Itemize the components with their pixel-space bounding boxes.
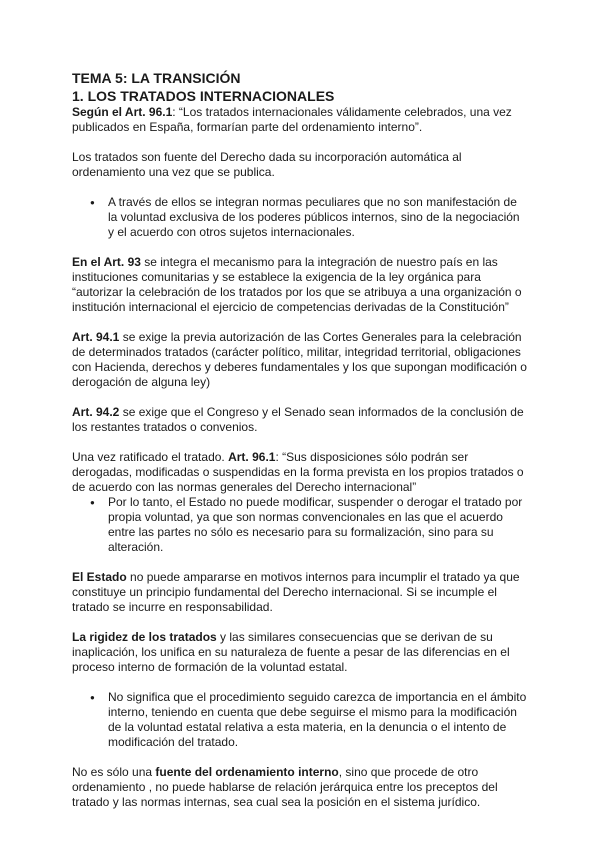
paragraph-text: y las similares consecuencias que se derivan de su inaplicación, los unifica en su naturaleza de fuente a pesar de las diferencias en el proceso interno de formación de la voluntad estatal.	[72, 630, 510, 674]
section-heading: 1. LOS TRATADOS INTERNACIONALES	[72, 88, 335, 104]
paragraph-rigidez	[72, 630, 528, 675]
paragraph-art-96-1	[72, 105, 528, 135]
paragraph-fuente-ordenamiento	[72, 765, 528, 810]
paragraph-el-estado	[72, 570, 528, 615]
document-page	[72, 70, 528, 810]
bullet-list	[72, 690, 528, 750]
paragraph-text: se integra el mecanismo para la integración de nuestro país en las instituciones comunitarias y se establece la exigencia de la ley orgánica para “autorizar la celebración de los tratados por los que se atribuya a una organización o institución internacional el ejercicio de competencias derivadas de la Constitución”	[72, 255, 522, 314]
paragraph-ratificado	[72, 450, 528, 495]
paragraph-lead: Art. 96.1	[228, 450, 276, 464]
paragraph-art-94-1	[72, 330, 528, 390]
paragraph-text: , sino que procede de otro ordenamiento , no puede hablarse de relación jerárquica entre los preceptos del tratado y las normas internas, sea cual sea la posición en el sistema jurídico.	[72, 765, 498, 809]
paragraph-text: se exige la previa autorización de las Cortes Generales para la celebración de determinados tratados (carácter político, militar, integridad territorial, obligaciones con Hacienda, derechos y deberes fundamentales y los que supongan modificación o derogación de alguna ley)	[72, 330, 527, 389]
paragraph-text: : “Los tratados internacionales válidamente celebrados, una vez publicados en España, formarían parte del ordenamiento interno”.	[72, 105, 512, 134]
list-item: ● A través de ellos se integran normas peculiares que no son manifestación de la voluntad exclusiva de los poderes públicos internos, sino de la negociación y el acuerdo con otros sujetos internacionales.	[72, 195, 528, 240]
paragraph-pre: No es sólo una	[72, 765, 156, 779]
paragraph-text: no puede ampararse en motivos internos para incumplir el tratado ya que constituye un principio fundamental del Derecho internacional. Si se incumple el tratado se incurre en responsabilidad.	[72, 570, 520, 614]
paragraph-lead: Art. 94.1	[72, 330, 120, 344]
paragraph-lead: El Estado	[72, 570, 127, 584]
paragraph-lead: En el Art. 93	[72, 255, 141, 269]
page-title: TEMA 5: LA TRANSICIÓN	[72, 70, 241, 86]
paragraph-tratados-fuente: Los tratados son fuente del Derecho dada su incorporación automática al ordenamiento una vez que se publica.	[72, 150, 462, 179]
list-item: ● Por lo tanto, el Estado no puede modificar, suspender o derogar el tratado por propia voluntad, ya que son normas convencionales en las que el acuerdo entre las partes no sólo es necesario para su formalización, sino para su alteración.	[72, 495, 528, 555]
paragraph-text: se exige que el Congreso y el Senado sean informados de la conclusión de los restantes tratados o convenios.	[72, 405, 524, 434]
paragraph-lead: La rigidez de los tratados	[72, 630, 217, 644]
paragraph-art-93	[72, 255, 528, 315]
paragraph-lead: fuente del ordenamiento interno	[155, 765, 339, 779]
paragraph-art-94-2	[72, 405, 528, 435]
paragraph-text: : “Sus disposiciones sólo podrán ser derogadas, modificadas o suspendidas en la forma prevista en los propios tratados o de acuerdo con las normas generales del Derecho internacional”	[72, 450, 524, 494]
list-item: ● No significa que el procedimiento seguido carezca de importancia en el ámbito interno, teniendo en cuenta que debe seguirse el mismo para la modificación de la voluntad estatal relativa a esta materia, en la denuncia o el intento de modificación del tratado.	[72, 690, 528, 750]
paragraph-lead: Art. 94.2	[72, 405, 120, 419]
bullet-list	[72, 195, 528, 240]
paragraph-pre: Una vez ratificado el tratado.	[72, 450, 229, 464]
bullet-list	[72, 495, 528, 555]
paragraph-lead: Según el Art. 96.1	[72, 105, 173, 119]
